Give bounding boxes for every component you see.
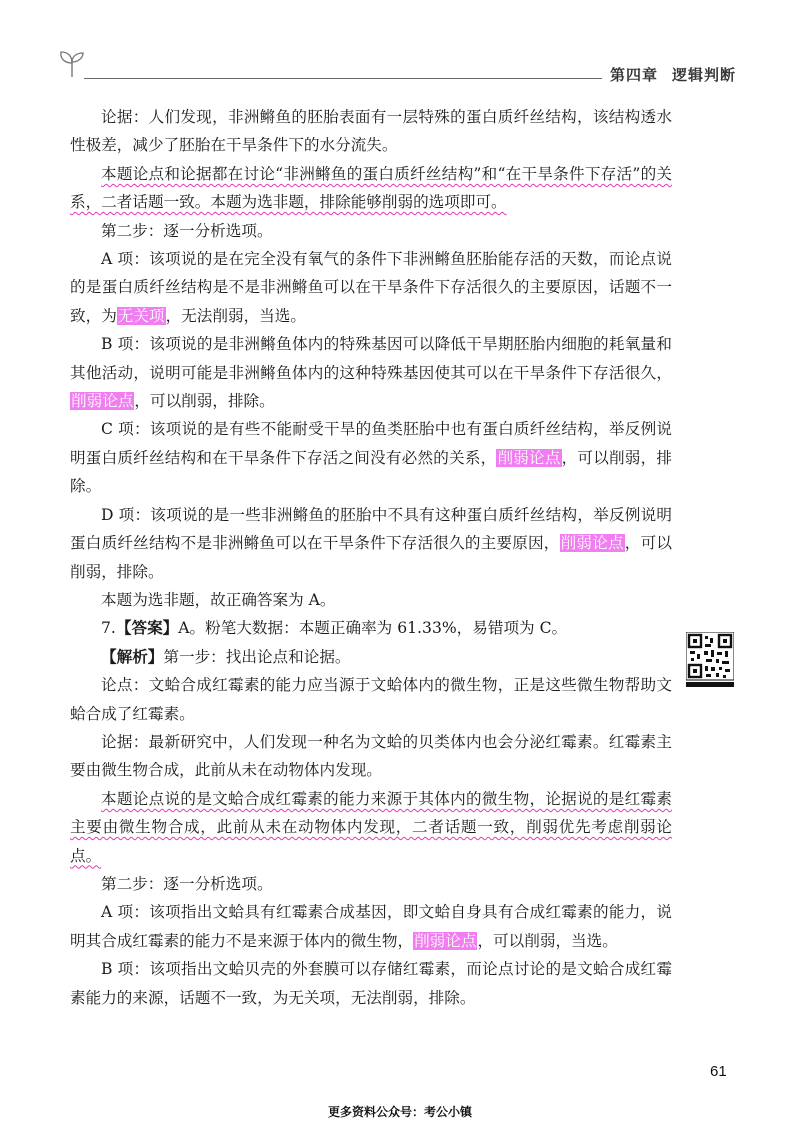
text: 论据：最新研究中，人们发现一种名为文蛤的贝类体内也会分泌红霉素。红霉素主要由微生物合成，此前从未在动物体内发现。 bbox=[70, 732, 672, 780]
key-note-underlined: 本题论点说的是文蛤合成红霉素的能力来源于其体内的微生物，论据说的是红霉素主要由微生物合成，此前从未在动物体内发现，二者话题一致，削弱优先考虑削弱论点。 bbox=[70, 789, 672, 865]
analysis-label: 【解析】 bbox=[101, 647, 164, 666]
highlight-tag: 削弱论点 bbox=[560, 534, 624, 553]
page-header bbox=[0, 0, 800, 90]
page-number: 61 bbox=[710, 1063, 727, 1080]
header-rule bbox=[84, 78, 602, 79]
paragraph bbox=[70, 870, 672, 898]
option-b bbox=[70, 955, 672, 1012]
text: ，可以削弱，当选。 bbox=[477, 931, 618, 950]
sprout-icon bbox=[58, 48, 86, 78]
analysis-line bbox=[70, 643, 672, 671]
page-body bbox=[70, 103, 672, 1012]
text: ，可以削弱，排除。 bbox=[70, 534, 672, 581]
answer-label: 【答案】 bbox=[115, 619, 179, 638]
option-b bbox=[70, 330, 672, 415]
text: 论点：文蛤合成红霉素的能力应当源于文蛤体内的微生物，正是这些微生物帮助文蛤合成了红霉素。 bbox=[70, 676, 672, 723]
text: A 项：该项指出文蛤具有红霉素合成基因，即文蛤自身具有合成红霉素的能力，说明其合成红霉素的能力不是来源于体内的微生物， bbox=[70, 903, 672, 950]
text: A。粉笔大数据：本题正确率为 61.33%，易错项为 C。 bbox=[178, 619, 568, 638]
qr-code-icon[interactable] bbox=[686, 632, 734, 688]
highlight-tag: 削弱论点 bbox=[497, 448, 561, 467]
option-d bbox=[70, 501, 672, 586]
text: ，无法削弱，当选。 bbox=[165, 306, 306, 325]
text: A 项：该项说的是在完全没有氧气的条件下非洲鳉鱼胚胎能存活的天数，而论点说的是蛋白质纤丝结构是不是非洲鳉鱼可以在干旱条件下存活很久的主要原因，话题不一致，为 bbox=[70, 250, 672, 325]
chapter-number: 第四章 bbox=[610, 66, 659, 84]
text: C 项：该项说的是有些不能耐受干旱的鱼类胚胎中也有蛋白质纤丝结构，举反例说明蛋白质纤丝结构和在干旱条件下存活之间没有必然的关系， bbox=[70, 420, 672, 467]
text: 第一步：找出论点和论据。 bbox=[163, 647, 351, 666]
footer-note: 更多资料公众号：考公小镇 bbox=[327, 1105, 472, 1119]
text: 第二步：逐一分析选项。 bbox=[101, 874, 273, 893]
key-note-underlined: 本题论点和论据都在讨论“非洲鳉鱼的蛋白质纤丝结构”和“在干旱条件下存活”的关系，二者话题一致。本题为选非题，排除能够削弱的选项即可。 bbox=[70, 164, 672, 212]
text: ，可以削弱，排除。 bbox=[134, 392, 275, 411]
answer-line bbox=[70, 614, 672, 642]
chapter-section: 逻辑判断 bbox=[672, 66, 737, 84]
paragraph bbox=[70, 671, 672, 728]
text: 第二步：逐一分析选项。 bbox=[101, 221, 273, 240]
chapter-title bbox=[610, 64, 736, 85]
option-c bbox=[70, 415, 672, 500]
text: B 项：该项指出文蛤贝壳的外套膜可以存储红霉素，而论点讨论的是文蛤合成红霉素能力的来源，话题不一致，为无关项，无法削弱，排除。 bbox=[70, 960, 672, 1007]
option-a bbox=[70, 245, 672, 330]
paragraph bbox=[70, 785, 672, 870]
paragraph bbox=[70, 217, 672, 245]
paragraph bbox=[70, 586, 672, 614]
text: D 项：该项说的是一些非洲鳉鱼的胚胎中不具有这种蛋白质纤丝结构，举反例说明蛋白质纤丝结构不是非洲鳉鱼可以在干旱条件下存活很久的主要原因， bbox=[70, 505, 672, 553]
text: ，可以削弱，排除。 bbox=[70, 448, 672, 496]
text: B 项：该项说的是非洲鳉鱼体内的特殊基因可以降低干旱期胚胎内细胞的耗氧量和其他活动，说明可能是非洲鳉鱼体内的这种特殊基因使其可以在干旱条件下存活很久， bbox=[70, 335, 672, 382]
option-a bbox=[70, 898, 672, 955]
highlight-tag: 削弱论点 bbox=[414, 931, 477, 950]
paragraph bbox=[70, 103, 672, 160]
highlight-tag: 无关项 bbox=[117, 306, 165, 325]
paragraph bbox=[70, 728, 672, 785]
question-number: 7. bbox=[101, 619, 116, 638]
text: 本题为选非题，故正确答案为 A。 bbox=[101, 590, 336, 609]
highlight-tag: 削弱论点 bbox=[71, 392, 134, 411]
paragraph bbox=[70, 160, 672, 217]
text: 论据：人们发现，非洲鳉鱼的胚胎表面有一层特殊的蛋白质纤丝结构，该结构透水性极差，减少了胚胎在干旱条件下的水分流失。 bbox=[70, 108, 672, 155]
